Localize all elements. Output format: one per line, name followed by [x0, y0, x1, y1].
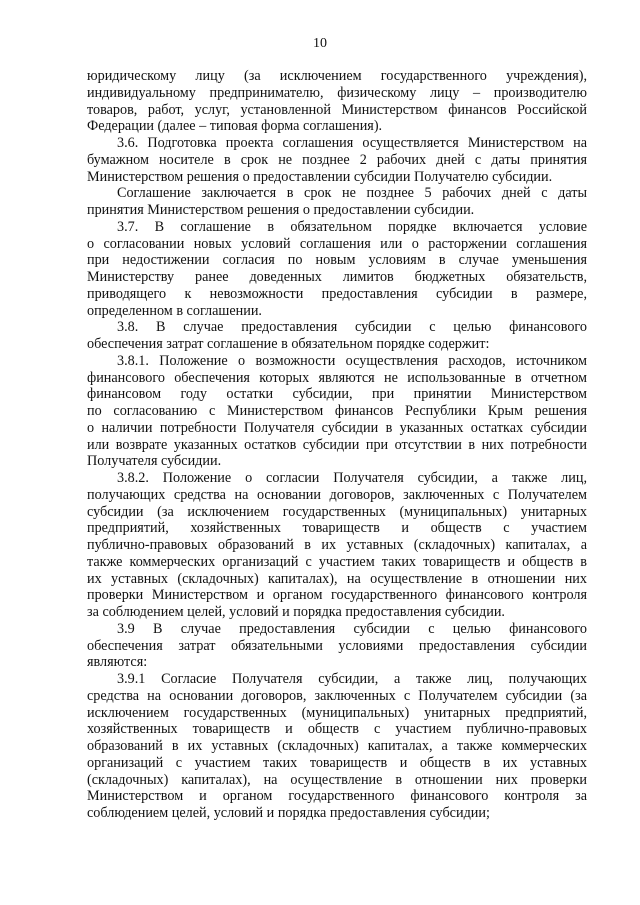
text-line: обеспечения затрат обязательными условиями предоставления субсидии — [87, 637, 587, 654]
text-line: индивидуальному предпринимателю, физическому лицу – производителю — [87, 84, 587, 101]
paragraph — [87, 68, 587, 135]
text-line: являются: — [87, 654, 148, 671]
paragraph — [87, 219, 587, 320]
text-line: за соблюдением целей, условий и порядка предоставления субсидии. — [87, 604, 505, 620]
text-line: Федерации (далее – типовая форма соглашения). — [87, 118, 383, 135]
text-line: исключением государственных (муниципальных) унитарных предприятий, — [87, 704, 587, 721]
text-line: (складочных) капиталах), на осуществление в отношении них проверки — [87, 771, 587, 788]
text-line: 3.8. В случае предоставления субсидии с целью финансового — [117, 319, 587, 336]
text-line: или возврате указанных остатков субсидии при отсутствии в них потребности — [87, 436, 587, 453]
text-line: их уставных (складочных) капиталах), на осуществление в отношении них — [87, 570, 587, 587]
text-line: принятия Министерством решения о предоставлении субсидии. — [87, 202, 475, 218]
text-line: субсидии (за исключением государственных (муниципальных) унитарных — [87, 503, 587, 520]
text-line: получающих средства на основании договоров, заключенных с Получателем — [87, 486, 587, 503]
text-line: Соглашение заключается в срок не позднее 5 рабочих дней с даты — [117, 185, 587, 202]
text-line: 3.9 В случае предоставления субсидии с целью финансового — [117, 620, 587, 637]
text-line: Министерством решения о предоставлении субсидии Получателю субсидии. — [87, 168, 553, 185]
paragraph — [87, 470, 587, 621]
text-line: организаций с участием таких товариществ и обществ в их уставных — [87, 754, 587, 771]
paragraph — [87, 135, 587, 185]
text-line: определенном в соглашении. — [87, 302, 262, 319]
paragraph — [87, 353, 587, 470]
text-line: 3.6. Подготовка проекта соглашения осуществляется Министерством на — [117, 135, 587, 151]
text-line: Получателя субсидии. — [87, 453, 222, 470]
text-line: Министерством и органом государственного финансового контроля за — [87, 788, 587, 805]
text-line: 3.8.1. Положение о возможности осуществления расходов, источником — [117, 352, 587, 369]
text-line: финансового обеспечения которых являются не использованные в отчетном — [87, 369, 587, 386]
text-line: товаров, работ, услуг, установленной Министерством финансов Российской — [87, 101, 587, 118]
text-line: по согласованию с Министерством финансов Республики Крым решения — [87, 403, 587, 419]
text-line: проверки Министерством и органом государственного финансового контроля — [87, 587, 587, 604]
text-line: приводящего к невозможности предоставления субсидии в размере, — [87, 285, 587, 302]
paragraph — [87, 671, 587, 822]
text-line: 3.7. В соглашение в обязательном порядке включается условие — [117, 218, 587, 235]
text-line: обеспечения затрат соглашение в обязательном порядке содержит: — [87, 336, 490, 352]
text-line: также коммерческих организаций с участием таких товариществ и обществ в — [87, 553, 587, 570]
text-line: 3.9.1 Согласие Получателя субсидии, а также лиц, получающих — [117, 671, 587, 687]
text-line: при недостижении согласия по новым условиям в случае уменьшения — [87, 252, 587, 269]
paragraph — [87, 621, 587, 671]
text-line: хозяйственных товариществ и обществ с участием публично-правовых — [87, 721, 587, 738]
text-line: финансовом году остатки субсидии, при принятии Министерством — [87, 386, 587, 403]
text-line: бумажном носителе в срок не позднее 2 рабочих дней с даты принятия — [87, 151, 587, 168]
text-line: Министерству ранее доведенных лимитов бюджетных обязательств, — [87, 269, 587, 285]
paragraph — [87, 185, 587, 219]
page-number: 10 — [313, 36, 327, 51]
text-line: о согласовании новых условий соглашения или о расторжении соглашения — [87, 235, 587, 252]
paragraph — [87, 319, 587, 353]
document-body — [87, 68, 587, 822]
text-line: юридическому лицу (за исключением государственного учреждения), — [87, 68, 587, 84]
text-line: предприятий, хозяйственных товариществ и обществ с участием — [87, 520, 587, 537]
text-line: соблюдением целей, условий и порядка предоставления субсидии; — [87, 805, 490, 821]
text-line: о наличии потребности Получателя субсидии в указанных остатках субсидии — [87, 419, 587, 436]
text-line: образований в их уставных (складочных) капиталах, а также коммерческих — [87, 738, 587, 754]
text-line: 3.8.2. Положение о согласии Получателя субсидии, а также лиц, — [117, 470, 587, 486]
text-line: публично-правовых образований в их уставных (складочных) капиталах, а — [87, 537, 587, 553]
text-line: средства на основании договоров, заключенных с Получателем субсидии (за — [87, 687, 587, 704]
